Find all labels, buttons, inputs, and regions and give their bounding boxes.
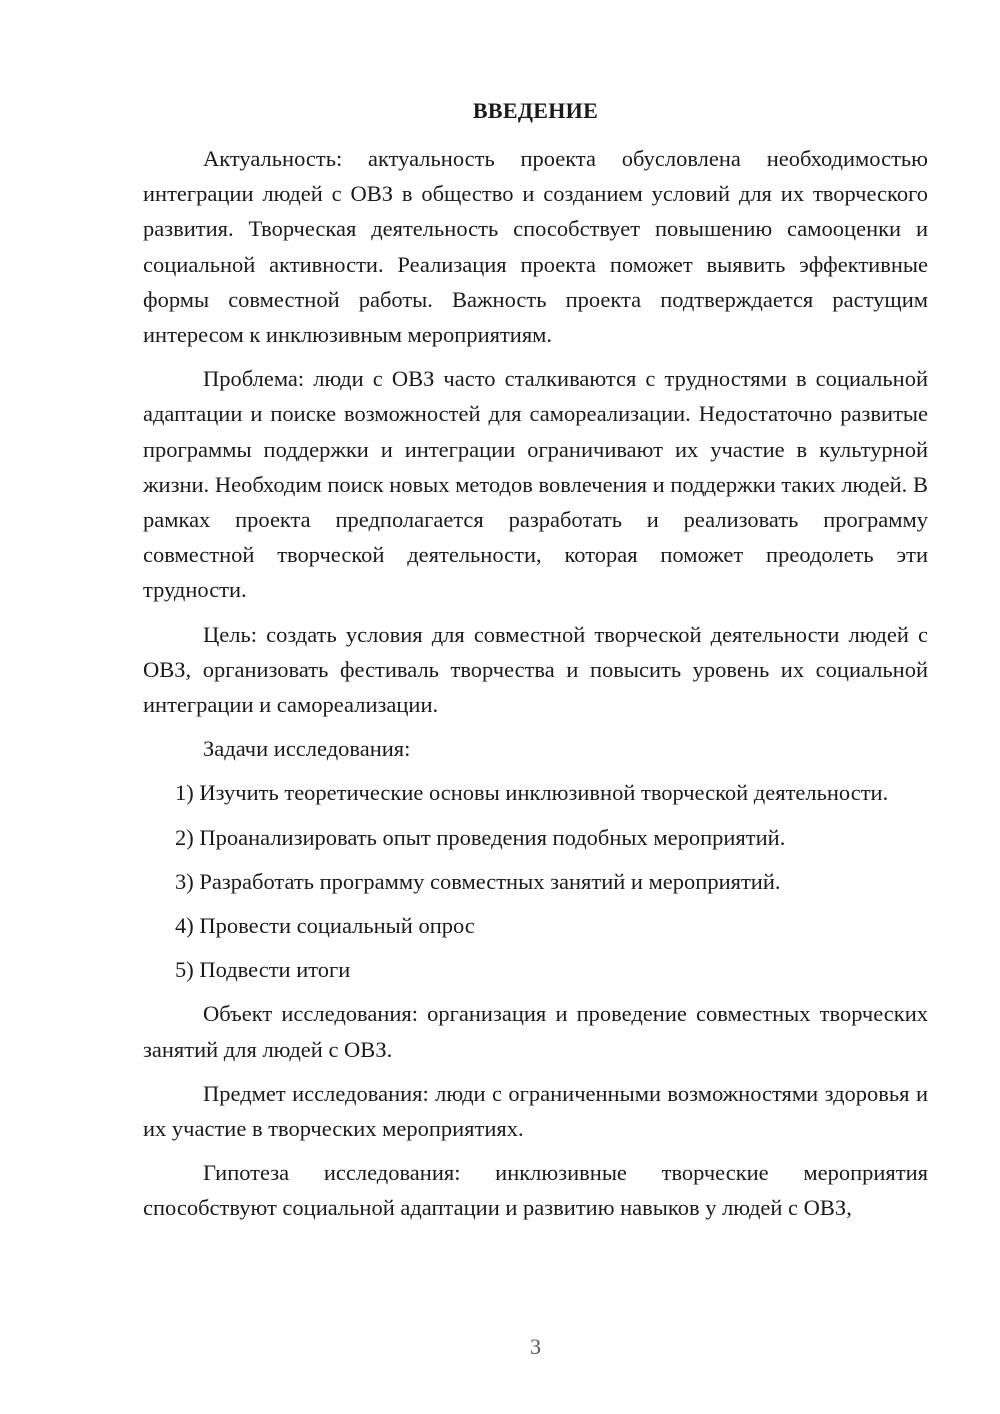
paragraph-goal: Цель: создать условия для совместной творческой деятельности людей с ОВЗ, организовать фестиваль творчества и повысить уровень их социальной интеграции и самореализации.	[143, 621, 928, 718]
task-item: 4) Провести социальный опрос	[175, 913, 475, 939]
task-item: 3) Разработать программу совместных занятий и мероприятий.	[175, 868, 781, 894]
section-title: ВВЕДЕНИЕ	[472, 98, 599, 123]
task-item: 1) Изучить теоретические основы инклюзивной творческой деятельности.	[175, 780, 889, 806]
paragraph-subject: Предмет исследования: люди с ограниченными возможностями здоровья и их участие в творческих мероприятиях.	[143, 1080, 928, 1142]
paragraph-object: Объект исследования: организация и проведение совместных творческих занятий для людей с ОВЗ.	[143, 1001, 928, 1062]
document-body	[143, 141, 928, 1235]
document-page	[143, 0, 928, 1414]
paragraph-problem: Проблема: люди с ОВЗ часто сталкиваются с трудностями в социальной адаптации и поиске возможностей для самореализации. Недостаточно развитые программы поддержки и интеграции ограничивают их участие в культурной жизни. Необходим поиск новых методов вовлечения и поддержки таких людей. В рамках проекта предполагается разработать и реализовать программу совместной творческой деятельности, которая поможет преодолеть эти трудности.	[143, 366, 928, 603]
page-number: 3	[530, 1334, 541, 1359]
paragraph-hypothesis: Гипотеза исследования: инклюзивные творческие мероприятия способствуют социальной адаптации и развитию навыков у людей с ОВЗ,	[143, 1160, 928, 1221]
paragraph-relevance: Актуальность: актуальность проекта обусловлена необходимостью интеграции людей с ОВЗ в общество и созданием условий для их творческого развития. Творческая деятельность способствует повышению самооценки и социальной активности. Реализация проекта поможет выявить эффективные формы совместной работы. Важность проекта подтверждается растущим интересом к инклюзивным мероприятиям.	[143, 146, 928, 348]
task-item: 5) Подвести итоги	[175, 957, 351, 983]
task-item: 2) Проанализировать опыт проведения подобных мероприятий.	[175, 824, 786, 850]
paragraph-tasks-heading: Задачи исследования:	[203, 736, 411, 762]
